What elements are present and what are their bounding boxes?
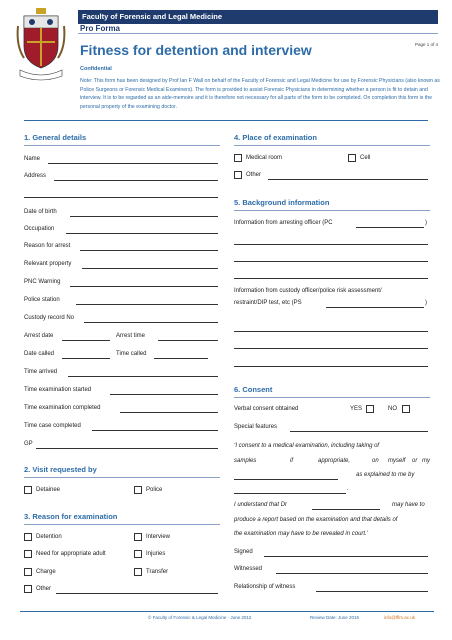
faculty-name-bar: Faculty of Forensic and Legal Medicine	[78, 10, 438, 24]
consent-person-field[interactable]	[234, 479, 338, 480]
arresting-officer-notes-line[interactable]	[234, 261, 428, 262]
time-called-label: Time called	[116, 351, 147, 357]
custody-officer-field[interactable]	[326, 307, 424, 308]
verbal-consent-label: Verbal consent obtained	[234, 406, 299, 412]
time-arrived-field[interactable]	[68, 376, 218, 377]
pro-forma-label: Pro Forma	[80, 24, 121, 33]
police-station-field[interactable]	[76, 304, 218, 305]
heading-underline	[234, 210, 430, 211]
consent-word-samples: samples	[234, 458, 257, 464]
case-completed-label: Time case completed	[24, 423, 81, 429]
detainee-label: Detainee	[36, 487, 61, 493]
arrest-time-label: Arrest time	[116, 333, 146, 339]
appropriate-adult-checkbox[interactable]	[24, 550, 32, 558]
signed-field[interactable]	[264, 556, 428, 557]
address-field-line2[interactable]	[24, 197, 218, 198]
reason-exam-heading: 3. Reason for examination	[24, 512, 118, 521]
custody-officer-notes-line[interactable]	[234, 331, 428, 332]
arresting-officer-field[interactable]	[356, 227, 424, 228]
note-paragraph: Note: This form has been designed by Prof Ian F Wall on behalf of the Faculty of Forensic and Legal Medicine for use by Forensic Physicians (also known as Police Surgeons or Forensic Medical Examiners). The form is provided to assist Forensic Physicians in determining whether a person is fit to detain and interview. It is to be regarded as an aide-memoire and it is therefore not necessary for all parts of the form to be completed. On completion this form is the personal property of the examining doctor.	[80, 78, 440, 110]
dob-label: Date of birth	[24, 209, 57, 215]
place-other-field[interactable]	[268, 179, 428, 180]
exam-started-label: Time examination started	[24, 387, 92, 393]
footer-copyright: © Faculty of Forensic & Legal Medicine · June 2012	[148, 615, 252, 620]
custody-record-field[interactable]	[84, 322, 218, 323]
exam-started-field[interactable]	[110, 394, 218, 395]
charge-label: Charge	[36, 569, 56, 575]
consent-heading: 6. Consent	[234, 385, 273, 394]
faculty-crest-logo	[14, 6, 68, 84]
pnc-warning-label: PNC Warning	[24, 279, 61, 285]
exam-completed-field[interactable]	[120, 412, 218, 413]
arrest-date-label: Arrest date	[24, 333, 54, 339]
relationship-witness-field[interactable]	[316, 591, 428, 592]
detainee-checkbox[interactable]	[24, 486, 32, 494]
consent-yes-checkbox[interactable]	[366, 405, 374, 413]
heading-underline	[24, 145, 220, 146]
occupation-field[interactable]	[66, 233, 218, 234]
special-features-label: Special features	[234, 424, 278, 430]
background-info-heading: 5. Background information	[234, 198, 330, 207]
arrest-date-field[interactable]	[62, 340, 110, 341]
witnessed-label: Witnessed	[234, 566, 263, 572]
arrest-time-field[interactable]	[158, 340, 218, 341]
transfer-checkbox[interactable]	[134, 568, 142, 576]
arresting-officer-label: Information from arresting officer (PC	[234, 220, 333, 226]
consent-doctor-field[interactable]	[312, 509, 380, 510]
detention-checkbox[interactable]	[24, 533, 32, 541]
time-called-field[interactable]	[154, 358, 208, 359]
consent-explainer-field[interactable]	[234, 493, 346, 494]
consent-period: .	[347, 486, 349, 492]
medical-room-label: Medical room	[246, 155, 283, 161]
address-label: Address	[24, 173, 47, 179]
heading-underline	[24, 524, 220, 525]
reason-other-field[interactable]	[56, 593, 218, 594]
reason-arrest-field[interactable]	[80, 250, 218, 251]
charge-checkbox[interactable]	[24, 568, 32, 576]
gp-label: GP	[24, 441, 33, 447]
dob-field[interactable]	[70, 216, 218, 217]
header-divider	[78, 33, 438, 34]
interview-checkbox[interactable]	[134, 533, 142, 541]
consent-word-myself: myself	[388, 458, 406, 464]
transfer-label: Transfer	[146, 569, 169, 575]
detention-label: Detention	[36, 534, 62, 540]
custody-officer-label-line2: restraint/DIP test, etc (PS	[234, 300, 302, 306]
consent-explained-label: as explained to me by	[356, 472, 415, 478]
case-completed-field[interactable]	[92, 430, 218, 431]
signed-label: Signed	[234, 549, 253, 555]
special-features-field[interactable]	[290, 431, 428, 432]
yes-label: YES	[350, 406, 363, 412]
footer-review-date: Review Date: June 2015	[310, 615, 360, 620]
relevant-property-label: Relevant property	[24, 261, 72, 267]
heading-underline	[234, 397, 430, 398]
consent-no-checkbox[interactable]	[402, 405, 410, 413]
heading-underline	[24, 477, 220, 478]
police-station-label: Police station	[24, 297, 60, 303]
police-checkbox[interactable]	[134, 486, 142, 494]
visit-requested-heading: 2. Visit requested by	[24, 465, 97, 474]
pnc-warning-field[interactable]	[70, 286, 218, 287]
appropriate-adult-label: Need for appropriate adult	[36, 551, 106, 557]
consent-statement-line7: the examination may have to be revealed in court.’	[234, 531, 369, 537]
custody-officer-label-line1: Information from custody officer/police risk assessment/	[234, 288, 382, 294]
police-label: Police	[146, 487, 163, 493]
page-title: Fitness for detention and interview	[80, 42, 312, 58]
name-field[interactable]	[48, 163, 218, 164]
custody-officer-notes-line[interactable]	[234, 348, 428, 349]
date-called-label: Date called	[24, 351, 55, 357]
witnessed-field[interactable]	[276, 573, 428, 574]
occupation-label: Occupation	[24, 226, 55, 232]
custody-officer-notes-line[interactable]	[234, 366, 428, 367]
injuries-label: Injuries	[146, 551, 166, 557]
arresting-officer-notes-line[interactable]	[234, 278, 428, 279]
cell-label: Cell	[360, 155, 371, 161]
close-paren: )	[425, 220, 427, 226]
reason-other-label: Other	[36, 586, 52, 592]
name-label: Name	[24, 156, 41, 162]
consent-may-have-to: may have to	[392, 502, 425, 508]
place-exam-heading: 4. Place of examination	[234, 133, 317, 142]
cell-checkbox[interactable]	[348, 154, 356, 162]
general-details-heading: 1. General details	[24, 133, 87, 142]
page-number: Page 1 of 4	[414, 42, 438, 47]
consent-statement-line6: produce a report based on the examination and that details of	[234, 517, 398, 523]
custody-record-label: Custody record No	[24, 315, 75, 321]
footer-email-link[interactable]: info@fflm.ac.uk	[384, 615, 415, 620]
reason-arrest-label: Reason for arrest	[24, 243, 71, 249]
gp-field[interactable]	[36, 448, 218, 449]
consent-word-or: or	[412, 458, 418, 464]
no-label: NO	[388, 406, 397, 412]
footer-divider	[20, 611, 434, 612]
section-divider	[24, 120, 428, 121]
place-other-checkbox[interactable]	[234, 171, 242, 179]
relevant-property-field[interactable]	[82, 268, 218, 269]
relationship-witness-label: Relationship of witness	[234, 584, 296, 590]
injuries-checkbox[interactable]	[134, 550, 142, 558]
close-paren: )	[425, 300, 427, 306]
consent-word-my: my	[422, 458, 430, 464]
medical-room-checkbox[interactable]	[234, 154, 242, 162]
time-arrived-label: Time arrived	[24, 369, 58, 375]
arresting-officer-notes-line[interactable]	[234, 244, 428, 245]
place-other-label: Other	[246, 172, 262, 178]
consent-word-appropriate: appropriate,	[318, 458, 351, 464]
heading-underline	[234, 145, 430, 146]
consent-statement-line1: ‘I consent to a medical examination, including taking of	[234, 443, 380, 449]
date-called-field[interactable]	[62, 358, 110, 359]
exam-completed-label: Time examination completed	[24, 405, 101, 411]
consent-word-on: on	[372, 458, 379, 464]
address-field[interactable]	[54, 180, 218, 181]
confidential-label: Confidential	[80, 66, 112, 72]
consent-understand-label: I understand that Dr	[234, 502, 288, 508]
reason-other-checkbox[interactable]	[24, 585, 32, 593]
interview-label: Interview	[146, 534, 171, 540]
consent-word-if: if	[290, 458, 293, 464]
